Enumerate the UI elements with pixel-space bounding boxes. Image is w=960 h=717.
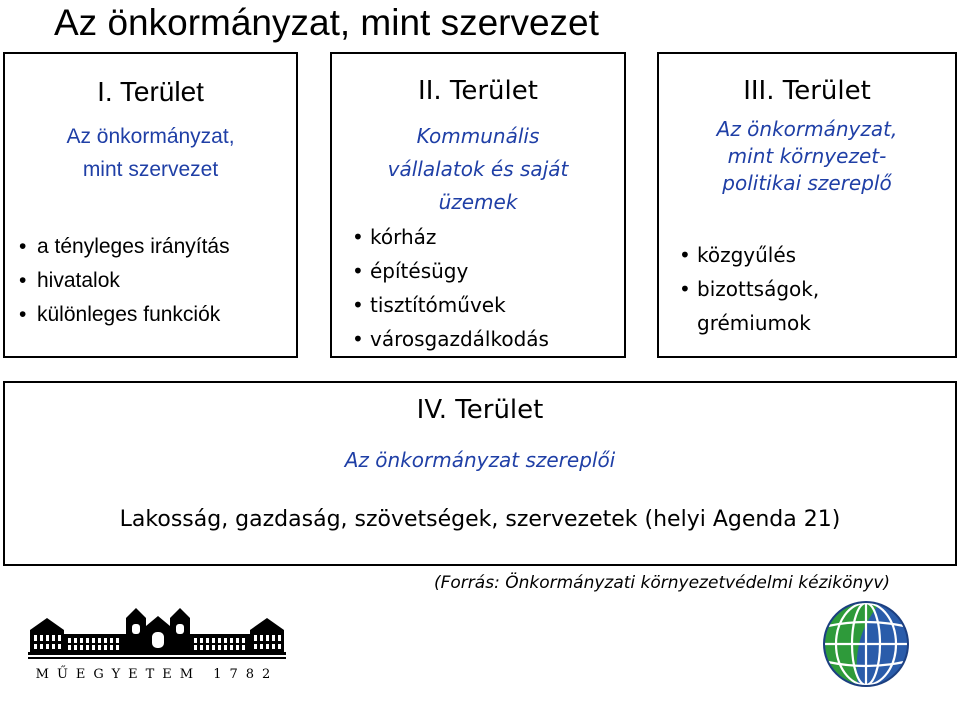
area-1-subtitle [5, 120, 296, 186]
area-1-subtitle-line: mint szervezet [82, 158, 219, 181]
area-2-bullet: • építésügy [352, 254, 549, 288]
area-4-heading: IV. Terület [416, 395, 544, 425]
area-4-box [3, 381, 957, 566]
area-4-subtitle [5, 445, 955, 475]
area-1-bullet: • különleges funkciók [19, 298, 230, 332]
area-3-box [657, 52, 957, 358]
area-3-bullet: • bizottságok, [679, 272, 819, 306]
area-1-box [3, 52, 298, 358]
area-1-heading: I. Terület [97, 76, 204, 107]
source-note: (Forrás: Önkormányzati környezetvédelmi kézikönyv) [434, 573, 891, 593]
area-2-subtitle-line: vállalatok és saját [387, 157, 569, 181]
area-2-heading: II. Terület [418, 76, 538, 106]
area-3-bullet: grémiumok [697, 311, 811, 335]
area-3-subtitle-line: politikai szereplő [722, 171, 892, 195]
area-1-bullet-list [19, 230, 230, 332]
area-2-box [330, 52, 626, 358]
area-2-bullet: • városgazdálkodás [352, 322, 549, 356]
svg-text:MŰEGYETEM 1782: MŰEGYETEM 1782 [35, 667, 279, 682]
area-2-bullet: • tisztítóművek [352, 288, 549, 322]
area-3-subtitle-line: Az önkormányzat, [716, 117, 898, 141]
area-1-bullet: • hivatalok [19, 264, 230, 298]
area-3-bullet: • közgyűlés [679, 238, 819, 272]
area-3-bullet-list [679, 238, 819, 340]
area-4-text: Lakosság, gazdaság, szövetségek, szervezetek (helyi Agenda 21) [119, 507, 841, 532]
area-3-subtitle [659, 116, 955, 197]
area-2-bullet: • kórház [352, 220, 549, 254]
area-1-subtitle-line: Az önkormányzat, [66, 125, 235, 148]
page-title: Az önkormányzat, mint szervezet [54, 2, 599, 43]
globe-logo [822, 600, 910, 688]
area-3-heading: III. Terület [743, 76, 871, 106]
area-1-bullet: • a tényleges irányítás [19, 230, 230, 264]
area-2-subtitle-line: Kommunális [416, 124, 540, 148]
area-2-bullet-list [352, 220, 549, 356]
area-4-subtitle-line: Az önkormányzat szereplői [344, 448, 616, 472]
area-3-subtitle-line: mint környezet- [727, 144, 887, 168]
muegyetem-logo [26, 604, 288, 684]
area-2-subtitle [332, 120, 624, 219]
area-2-subtitle-line: üzemek [438, 190, 518, 214]
